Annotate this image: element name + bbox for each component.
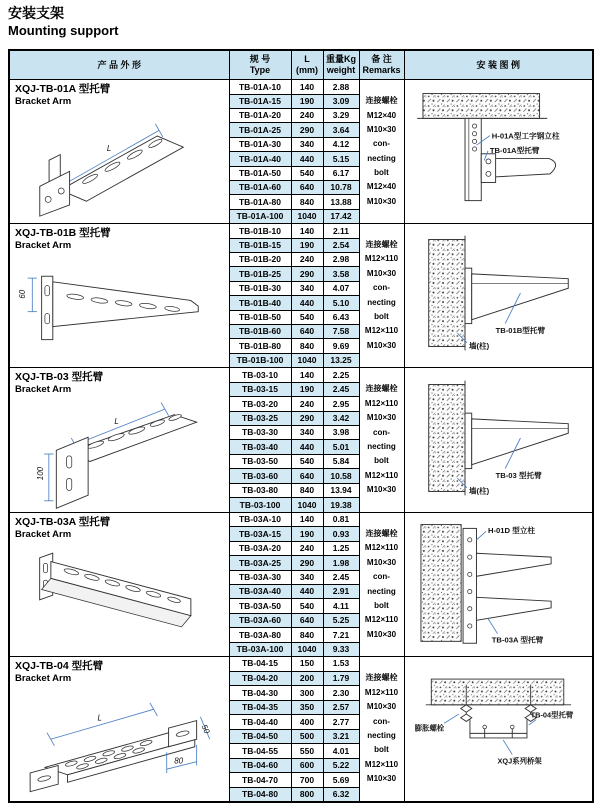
type-code-cell: TB-03-20 xyxy=(229,397,291,411)
weight-cell: 2.25 xyxy=(323,368,359,382)
spec-table-body xyxy=(9,80,593,802)
weight-cell: 2.88 xyxy=(323,80,359,94)
length-cell: 240 xyxy=(291,252,323,266)
col-header-type-en: Type xyxy=(249,65,271,75)
weight-cell: 2.77 xyxy=(323,715,359,730)
spec-row xyxy=(9,513,593,527)
remarks-cell xyxy=(359,368,404,513)
type-code-cell: TB-01B-25 xyxy=(229,267,291,281)
weight-cell: 10.58 xyxy=(323,469,359,483)
illustration-label: TB-01A型托臂 xyxy=(490,146,540,156)
remarks-line: 连接螺栓 xyxy=(365,96,398,106)
length-cell: 400 xyxy=(291,715,323,730)
length-cell: 240 xyxy=(291,397,323,411)
type-code-cell: TB-04-40 xyxy=(229,715,291,730)
length-cell: 600 xyxy=(291,758,323,773)
col-header-length-unit: (mm) xyxy=(296,65,318,75)
col-header-remarks-en: Remarks xyxy=(362,65,401,75)
type-code-cell: TB-03A-60 xyxy=(229,613,291,627)
weight-cell: 5.69 xyxy=(323,773,359,788)
col-header-weight xyxy=(323,50,359,80)
type-code-cell: TB-03A-100 xyxy=(229,642,291,656)
length-cell: 190 xyxy=(291,238,323,252)
product-name-zh: XQJ-TB-03 型托臂 xyxy=(15,371,104,384)
illustration-cell xyxy=(404,80,593,224)
weight-cell: 9.69 xyxy=(323,339,359,353)
type-code-cell: TB-04-55 xyxy=(229,744,291,759)
remarks-line: M10×30 xyxy=(366,413,397,423)
weight-cell: 5.01 xyxy=(323,440,359,454)
type-code-cell: TB-01A-100 xyxy=(229,209,291,223)
length-cell: 540 xyxy=(291,310,323,324)
weight-cell: 3.42 xyxy=(323,411,359,425)
weight-cell: 1.53 xyxy=(323,656,359,671)
weight-cell: 3.98 xyxy=(323,426,359,440)
remarks-line: M12×40 xyxy=(366,182,397,192)
dim-label: 60 xyxy=(18,289,28,299)
page-title-zh: 安装支架 xyxy=(8,5,64,21)
length-cell: 290 xyxy=(291,267,323,281)
product-cell xyxy=(9,513,229,657)
remarks-line: bolt xyxy=(374,600,389,610)
type-code-cell: TB-01B-40 xyxy=(229,296,291,310)
remarks-line: M12×110 xyxy=(364,326,399,336)
illustration-label: 墙(柱) xyxy=(469,341,490,351)
type-code-cell: TB-04-30 xyxy=(229,686,291,701)
length-cell: 240 xyxy=(291,109,323,123)
illustration-cell xyxy=(404,656,593,801)
illustration-cell xyxy=(404,224,593,368)
installation-illustration-ceiling-tray xyxy=(407,657,589,795)
length-cell: 1040 xyxy=(291,353,323,367)
weight-cell: 0.81 xyxy=(323,513,359,527)
spec-row xyxy=(9,80,593,94)
weight-cell: 0.93 xyxy=(323,527,359,541)
weight-cell: 3.21 xyxy=(323,729,359,744)
length-cell: 300 xyxy=(291,686,323,701)
weight-cell: 3.29 xyxy=(323,109,359,123)
remarks-cell xyxy=(359,656,404,801)
length-cell: 290 xyxy=(291,556,323,570)
type-code-cell: TB-01A-20 xyxy=(229,109,291,123)
length-cell: 550 xyxy=(291,744,323,759)
weight-cell: 4.12 xyxy=(323,137,359,151)
type-code-cell: TB-04-60 xyxy=(229,758,291,773)
col-header-remarks-zh: 备 注 xyxy=(371,54,392,65)
length-cell: 700 xyxy=(291,773,323,788)
illustration-label: H-01D 型立柱 xyxy=(488,526,536,536)
type-code-cell: TB-04-35 xyxy=(229,700,291,715)
col-header-type xyxy=(229,50,291,80)
remarks-line: con-necting xyxy=(367,572,396,596)
weight-cell: 5.15 xyxy=(323,152,359,166)
remarks-line: M12×110 xyxy=(364,254,399,264)
remarks-line: 连接螺栓 xyxy=(365,673,398,683)
remarks-line: M10×30 xyxy=(366,485,397,495)
dim-label: 100 xyxy=(36,466,46,481)
remarks-line: M10×30 xyxy=(366,702,397,712)
spec-row xyxy=(9,368,593,382)
weight-cell: 9.33 xyxy=(323,642,359,656)
product-name-en: Bracket Arm xyxy=(15,95,72,107)
remarks-cell xyxy=(359,80,404,224)
remarks-line: con-necting xyxy=(367,283,396,307)
length-cell: 340 xyxy=(291,570,323,584)
weight-cell: 13.88 xyxy=(323,195,359,209)
illustration-label: XQJ系列桥架 xyxy=(497,757,542,767)
length-cell: 340 xyxy=(291,137,323,151)
length-cell: 340 xyxy=(291,281,323,295)
weight-cell: 1.25 xyxy=(323,541,359,555)
length-cell: 500 xyxy=(291,729,323,744)
type-code-cell: TB-03A-15 xyxy=(229,527,291,541)
weight-cell: 2.91 xyxy=(323,585,359,599)
product-name-zh: XQJ-TB-01A 型托臂 xyxy=(15,83,111,96)
length-cell: 540 xyxy=(291,454,323,468)
length-cell: 150 xyxy=(291,656,323,671)
remarks-line: M12×40 xyxy=(366,110,397,120)
weight-cell: 4.11 xyxy=(323,599,359,613)
type-code-cell: TB-01A-60 xyxy=(229,180,291,194)
installation-illustration-wall-arm xyxy=(407,373,589,503)
type-code-cell: TB-01B-80 xyxy=(229,339,291,353)
illustration-cell xyxy=(404,513,593,657)
remarks-line: 连接螺栓 xyxy=(365,528,398,538)
remarks-line: bolt xyxy=(374,745,389,755)
weight-cell: 2.57 xyxy=(323,700,359,715)
type-code-cell: TB-01B-20 xyxy=(229,252,291,266)
length-cell: 640 xyxy=(291,324,323,338)
type-code-cell: TB-03A-80 xyxy=(229,628,291,642)
installation-illustration-ceiling-column xyxy=(407,84,589,214)
remarks-line: M10×30 xyxy=(366,268,397,278)
col-header-length xyxy=(291,50,323,80)
col-header-illustration xyxy=(404,50,593,80)
product-name-en: Bracket Arm xyxy=(15,383,72,395)
dim-label: L xyxy=(114,417,119,427)
length-cell: 140 xyxy=(291,80,323,94)
length-cell: 540 xyxy=(291,599,323,613)
length-cell: 140 xyxy=(291,368,323,382)
length-cell: 1040 xyxy=(291,209,323,223)
dim-label: 80 xyxy=(174,756,184,766)
type-code-cell: TB-03-60 xyxy=(229,469,291,483)
type-code-cell: TB-03-25 xyxy=(229,411,291,425)
spec-row xyxy=(9,656,593,671)
col-header-length-symbol: L xyxy=(304,54,310,65)
weight-cell: 13.25 xyxy=(323,353,359,367)
length-cell: 440 xyxy=(291,440,323,454)
type-code-cell: TB-03-40 xyxy=(229,440,291,454)
product-name-zh: XQJ-TB-04 型托臂 xyxy=(15,659,104,672)
length-cell: 840 xyxy=(291,339,323,353)
installation-illustration-wall-arm xyxy=(407,228,589,358)
length-cell: 140 xyxy=(291,224,323,238)
remarks-cell xyxy=(359,513,404,657)
type-code-cell: TB-04-80 xyxy=(229,787,291,802)
weight-cell: 6.17 xyxy=(323,166,359,180)
length-cell: 840 xyxy=(291,195,323,209)
type-code-cell: TB-03-30 xyxy=(229,426,291,440)
col-header-weight-zh: 重量Kg xyxy=(326,54,356,65)
illustration-label: TB-03A 型托臂 xyxy=(492,635,544,645)
weight-cell: 2.30 xyxy=(323,686,359,701)
weight-cell: 13.94 xyxy=(323,483,359,497)
table-header-row xyxy=(9,50,593,80)
illustration-label: H-01A型工字钢立柱 xyxy=(492,131,560,141)
weight-cell: 10.78 xyxy=(323,180,359,194)
product-cell xyxy=(9,80,229,224)
weight-cell: 4.07 xyxy=(323,281,359,295)
length-cell: 190 xyxy=(291,527,323,541)
illustration-label: TB-01B型托臂 xyxy=(495,326,546,336)
remarks-line: con-necting xyxy=(367,716,396,740)
weight-cell: 2.45 xyxy=(323,570,359,584)
weight-cell: 3.64 xyxy=(323,123,359,137)
length-cell: 290 xyxy=(291,411,323,425)
type-code-cell: TB-01A-40 xyxy=(229,152,291,166)
remarks-line: bolt xyxy=(374,168,389,178)
length-cell: 640 xyxy=(291,613,323,627)
product-name-en: Bracket Arm xyxy=(15,672,72,684)
product-cell xyxy=(9,656,229,801)
illustration-label: 墙(柱) xyxy=(469,485,490,495)
dim-label: L xyxy=(97,713,103,723)
product-name-zh: XQJ-TB-03A 型托臂 xyxy=(15,516,111,529)
type-code-cell: TB-01B-50 xyxy=(229,310,291,324)
product-cell xyxy=(9,368,229,513)
type-code-cell: TB-01B-10 xyxy=(229,224,291,238)
product-drawing-bracket-arm-03 xyxy=(12,396,226,512)
weight-cell: 1.98 xyxy=(323,556,359,570)
type-code-cell: TB-03-15 xyxy=(229,382,291,396)
col-header-product xyxy=(9,50,229,80)
length-cell: 640 xyxy=(291,180,323,194)
type-code-cell: TB-04-70 xyxy=(229,773,291,788)
product-drawing-bracket-arm-01a xyxy=(12,108,226,218)
type-code-cell: TB-04-20 xyxy=(229,671,291,686)
weight-cell: 5.84 xyxy=(323,454,359,468)
type-code-cell: TB-04-50 xyxy=(229,729,291,744)
remarks-line: 连接螺栓 xyxy=(365,240,398,250)
weight-cell: 17.42 xyxy=(323,209,359,223)
product-name-zh: XQJ-TB-01B 型托臂 xyxy=(15,227,111,240)
length-cell: 540 xyxy=(291,166,323,180)
length-cell: 440 xyxy=(291,152,323,166)
type-code-cell: TB-01A-80 xyxy=(229,195,291,209)
weight-cell: 3.58 xyxy=(323,267,359,281)
remarks-cell xyxy=(359,224,404,368)
illustration-label: TB-04型托臂 xyxy=(530,711,574,721)
remarks-line: M12×110 xyxy=(364,470,399,480)
weight-cell: 2.95 xyxy=(323,397,359,411)
col-header-product-label: 产 品 外 形 xyxy=(97,59,141,70)
remarks-line: M10×30 xyxy=(366,557,397,567)
col-header-remarks xyxy=(359,50,404,80)
type-code-cell: TB-03-50 xyxy=(229,454,291,468)
weight-cell: 2.11 xyxy=(323,224,359,238)
length-cell: 190 xyxy=(291,94,323,108)
length-cell: 800 xyxy=(291,787,323,802)
remarks-line: M12×110 xyxy=(364,615,399,625)
type-code-cell: TB-01A-15 xyxy=(229,94,291,108)
length-cell: 840 xyxy=(291,628,323,642)
dim-label: 50 xyxy=(199,723,212,735)
length-cell: 350 xyxy=(291,700,323,715)
weight-cell: 2.98 xyxy=(323,252,359,266)
length-cell: 1040 xyxy=(291,642,323,656)
col-header-type-zh: 规 号 xyxy=(249,54,271,65)
type-code-cell: TB-04-15 xyxy=(229,656,291,671)
installation-illustration-column-arms xyxy=(407,515,589,649)
remarks-line: M10×30 xyxy=(366,774,397,784)
remarks-line: bolt xyxy=(374,456,389,466)
length-cell: 440 xyxy=(291,585,323,599)
weight-cell: 6.43 xyxy=(323,310,359,324)
type-code-cell: TB-01A-50 xyxy=(229,166,291,180)
type-code-cell: TB-03A-40 xyxy=(229,585,291,599)
remarks-line: M10×30 xyxy=(366,196,397,206)
weight-cell: 5.10 xyxy=(323,296,359,310)
remarks-line: bolt xyxy=(374,312,389,321)
type-code-cell: TB-01B-100 xyxy=(229,353,291,367)
type-code-cell: TB-03-80 xyxy=(229,483,291,497)
length-cell: 140 xyxy=(291,513,323,527)
type-code-cell: TB-01A-10 xyxy=(229,80,291,94)
weight-cell: 5.22 xyxy=(323,758,359,773)
length-cell: 1040 xyxy=(291,498,323,513)
page-title-en: Mounting support xyxy=(8,22,119,38)
dim-label: L xyxy=(107,144,112,154)
product-name-en: Bracket Arm xyxy=(15,239,72,251)
remarks-line: M10×30 xyxy=(366,124,397,134)
spec-row xyxy=(9,224,593,238)
remarks-line: con-necting xyxy=(367,427,396,452)
type-code-cell: TB-03A-20 xyxy=(229,541,291,555)
type-code-cell: TB-03-100 xyxy=(229,498,291,513)
length-cell: 190 xyxy=(291,382,323,396)
weight-cell: 5.25 xyxy=(323,613,359,627)
type-code-cell: TB-03A-10 xyxy=(229,513,291,527)
type-code-cell: TB-03-10 xyxy=(229,368,291,382)
length-cell: 290 xyxy=(291,123,323,137)
col-header-illustration-label: 安 装 图 例 xyxy=(476,59,520,70)
remarks-line: M12×110 xyxy=(364,398,399,408)
remarks-line: M12×110 xyxy=(364,687,399,697)
remarks-line: M10×30 xyxy=(366,629,397,639)
length-cell: 340 xyxy=(291,426,323,440)
length-cell: 440 xyxy=(291,296,323,310)
product-drawing-bracket-arm-01b xyxy=(12,252,226,362)
type-code-cell: TB-01B-15 xyxy=(229,238,291,252)
type-code-cell: TB-01B-30 xyxy=(229,281,291,295)
col-header-weight-en: weight xyxy=(326,65,356,75)
product-cell xyxy=(9,224,229,368)
type-code-cell: TB-01A-30 xyxy=(229,137,291,151)
illustration-label: 膨胀螺栓 xyxy=(414,724,445,734)
illustration-cell xyxy=(404,368,593,513)
illustration-label: TB-03 型托臂 xyxy=(495,470,543,480)
remarks-line: M12×110 xyxy=(364,759,399,769)
weight-cell: 4.01 xyxy=(323,744,359,759)
length-cell: 840 xyxy=(291,483,323,497)
weight-cell: 19.38 xyxy=(323,498,359,513)
type-code-cell: TB-01B-60 xyxy=(229,324,291,338)
type-code-cell: TB-03A-25 xyxy=(229,556,291,570)
weight-cell: 3.09 xyxy=(323,94,359,108)
product-name-en: Bracket Arm xyxy=(15,528,72,540)
weight-cell: 7.21 xyxy=(323,628,359,642)
remarks-line: 连接螺栓 xyxy=(365,384,398,394)
length-cell: 240 xyxy=(291,541,323,555)
type-code-cell: TB-03A-50 xyxy=(229,599,291,613)
product-drawing-bracket-arm-03a xyxy=(12,541,226,653)
weight-cell: 7.58 xyxy=(323,324,359,338)
type-code-cell: TB-03A-30 xyxy=(229,570,291,584)
weight-cell: 2.45 xyxy=(323,382,359,396)
spec-table xyxy=(8,49,594,803)
weight-cell: 2.54 xyxy=(323,238,359,252)
length-cell: 640 xyxy=(291,469,323,483)
remarks-line: M12×110 xyxy=(364,543,399,553)
weight-cell: 6.32 xyxy=(323,787,359,802)
remarks-line: M10×30 xyxy=(366,340,397,350)
weight-cell: 1.79 xyxy=(323,671,359,686)
type-code-cell: TB-01A-25 xyxy=(229,123,291,137)
length-cell: 200 xyxy=(291,671,323,686)
product-drawing-bracket-arm-04 xyxy=(12,685,226,801)
remarks-line: con-necting xyxy=(367,139,396,163)
